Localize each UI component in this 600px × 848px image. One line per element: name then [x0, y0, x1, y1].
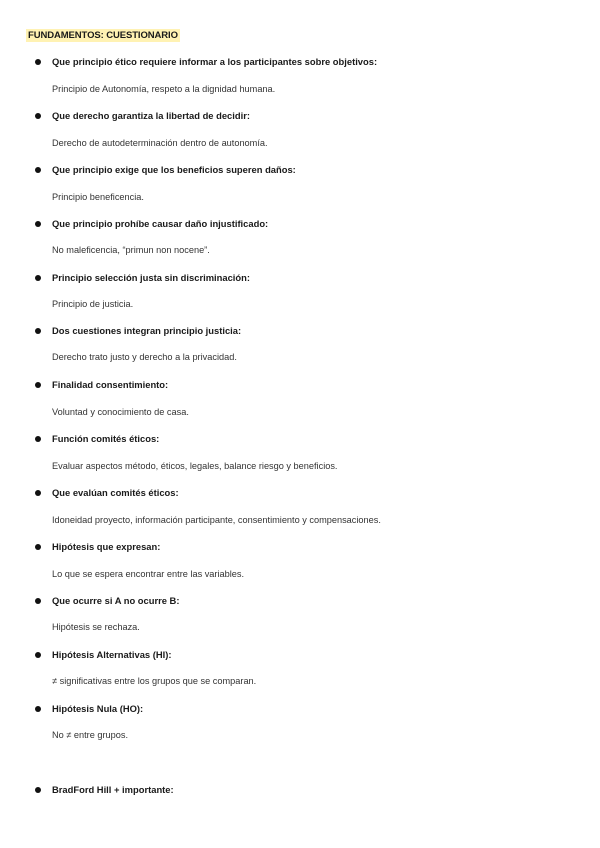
question-item: [52, 56, 377, 67]
bullet-icon: [35, 221, 41, 227]
answer-text: No ≠ entre grupos.: [52, 730, 129, 740]
bullet-icon: [35, 598, 41, 604]
question-item: [52, 325, 241, 336]
bullet-icon: [35, 787, 41, 793]
answer-text: Principio de justicia.: [52, 299, 134, 309]
question-item: [52, 487, 179, 498]
bullet-icon: [35, 275, 41, 281]
question-text: Hipótesis Nula (HO):: [52, 703, 144, 714]
bullet-icon: [35, 328, 41, 334]
answer-text: Principio beneficencia.: [52, 192, 144, 202]
answer-text: Derecho trato justo y derecho a la privacidad.: [52, 352, 237, 362]
question-text: Función comités éticos:: [52, 433, 160, 444]
question-item: [52, 433, 159, 444]
question-text: Principio selección justa sin discriminación:: [52, 272, 250, 283]
page-title: FUNDAMENTOS: CUESTIONARIO: [28, 30, 178, 41]
question-text: Que evalúan comités éticos:: [52, 487, 179, 498]
bullet-icon: [35, 113, 41, 119]
bullet-icon: [35, 706, 41, 712]
question-item: [52, 379, 168, 390]
bullet-icon: [35, 382, 41, 388]
question-text: Hipótesis que expresan:: [52, 541, 161, 552]
question-item: [52, 595, 179, 606]
bullet-icon: [35, 490, 41, 496]
answer-text: Principio de Autonomía, respeto a la dignidad humana.: [52, 84, 276, 94]
question-text: Que principio exige que los beneficios superen daños:: [52, 164, 296, 175]
bullet-icon: [35, 59, 41, 65]
question-text: BradFord Hill + importante:: [52, 784, 174, 795]
question-item: [52, 703, 143, 714]
answer-text: Derecho de autodeterminación dentro de autonomía.: [52, 138, 268, 148]
question-item: [52, 784, 174, 795]
bullet-icon: [35, 167, 41, 173]
answer-text: Evaluar aspectos método, éticos, legales, balance riesgo y beneficios.: [52, 461, 338, 471]
question-text: Finalidad consentimiento:: [52, 379, 169, 390]
bullet-icon: [35, 652, 41, 658]
answer-text: No maleficencia, “primun non nocene”.: [52, 245, 210, 255]
answer-text: ≠ significativas entre los grupos que se comparan.: [52, 676, 257, 686]
answer-text: Voluntad y conocimiento de casa.: [52, 407, 189, 417]
question-item: [52, 272, 250, 283]
question-item: [52, 110, 250, 121]
question-item: [52, 649, 171, 660]
answer-text: Lo que se espera encontrar entre las variables.: [52, 569, 245, 579]
answer-text: Hipótesis se rechaza.: [52, 622, 140, 632]
question-text: Que principio prohíbe causar daño injustificado:: [52, 218, 269, 229]
bullet-icon: [35, 436, 41, 442]
question-item: [52, 164, 296, 175]
question-item: [52, 541, 160, 552]
answer-text: Idoneidad proyecto, información participante, consentimiento y compensaciones.: [52, 515, 381, 525]
question-text: Que derecho garantiza la libertad de decidir:: [52, 110, 250, 121]
question-item: [52, 218, 268, 229]
question-text: Que ocurre si A no ocurre B:: [52, 595, 180, 606]
question-text: Hipótesis Alternativas (HI):: [52, 649, 172, 660]
bullet-icon: [35, 544, 41, 550]
question-text: Que principio ético requiere informar a los participantes sobre objetivos:: [52, 56, 378, 67]
question-text: Dos cuestiones integran principio justicia:: [52, 325, 242, 336]
